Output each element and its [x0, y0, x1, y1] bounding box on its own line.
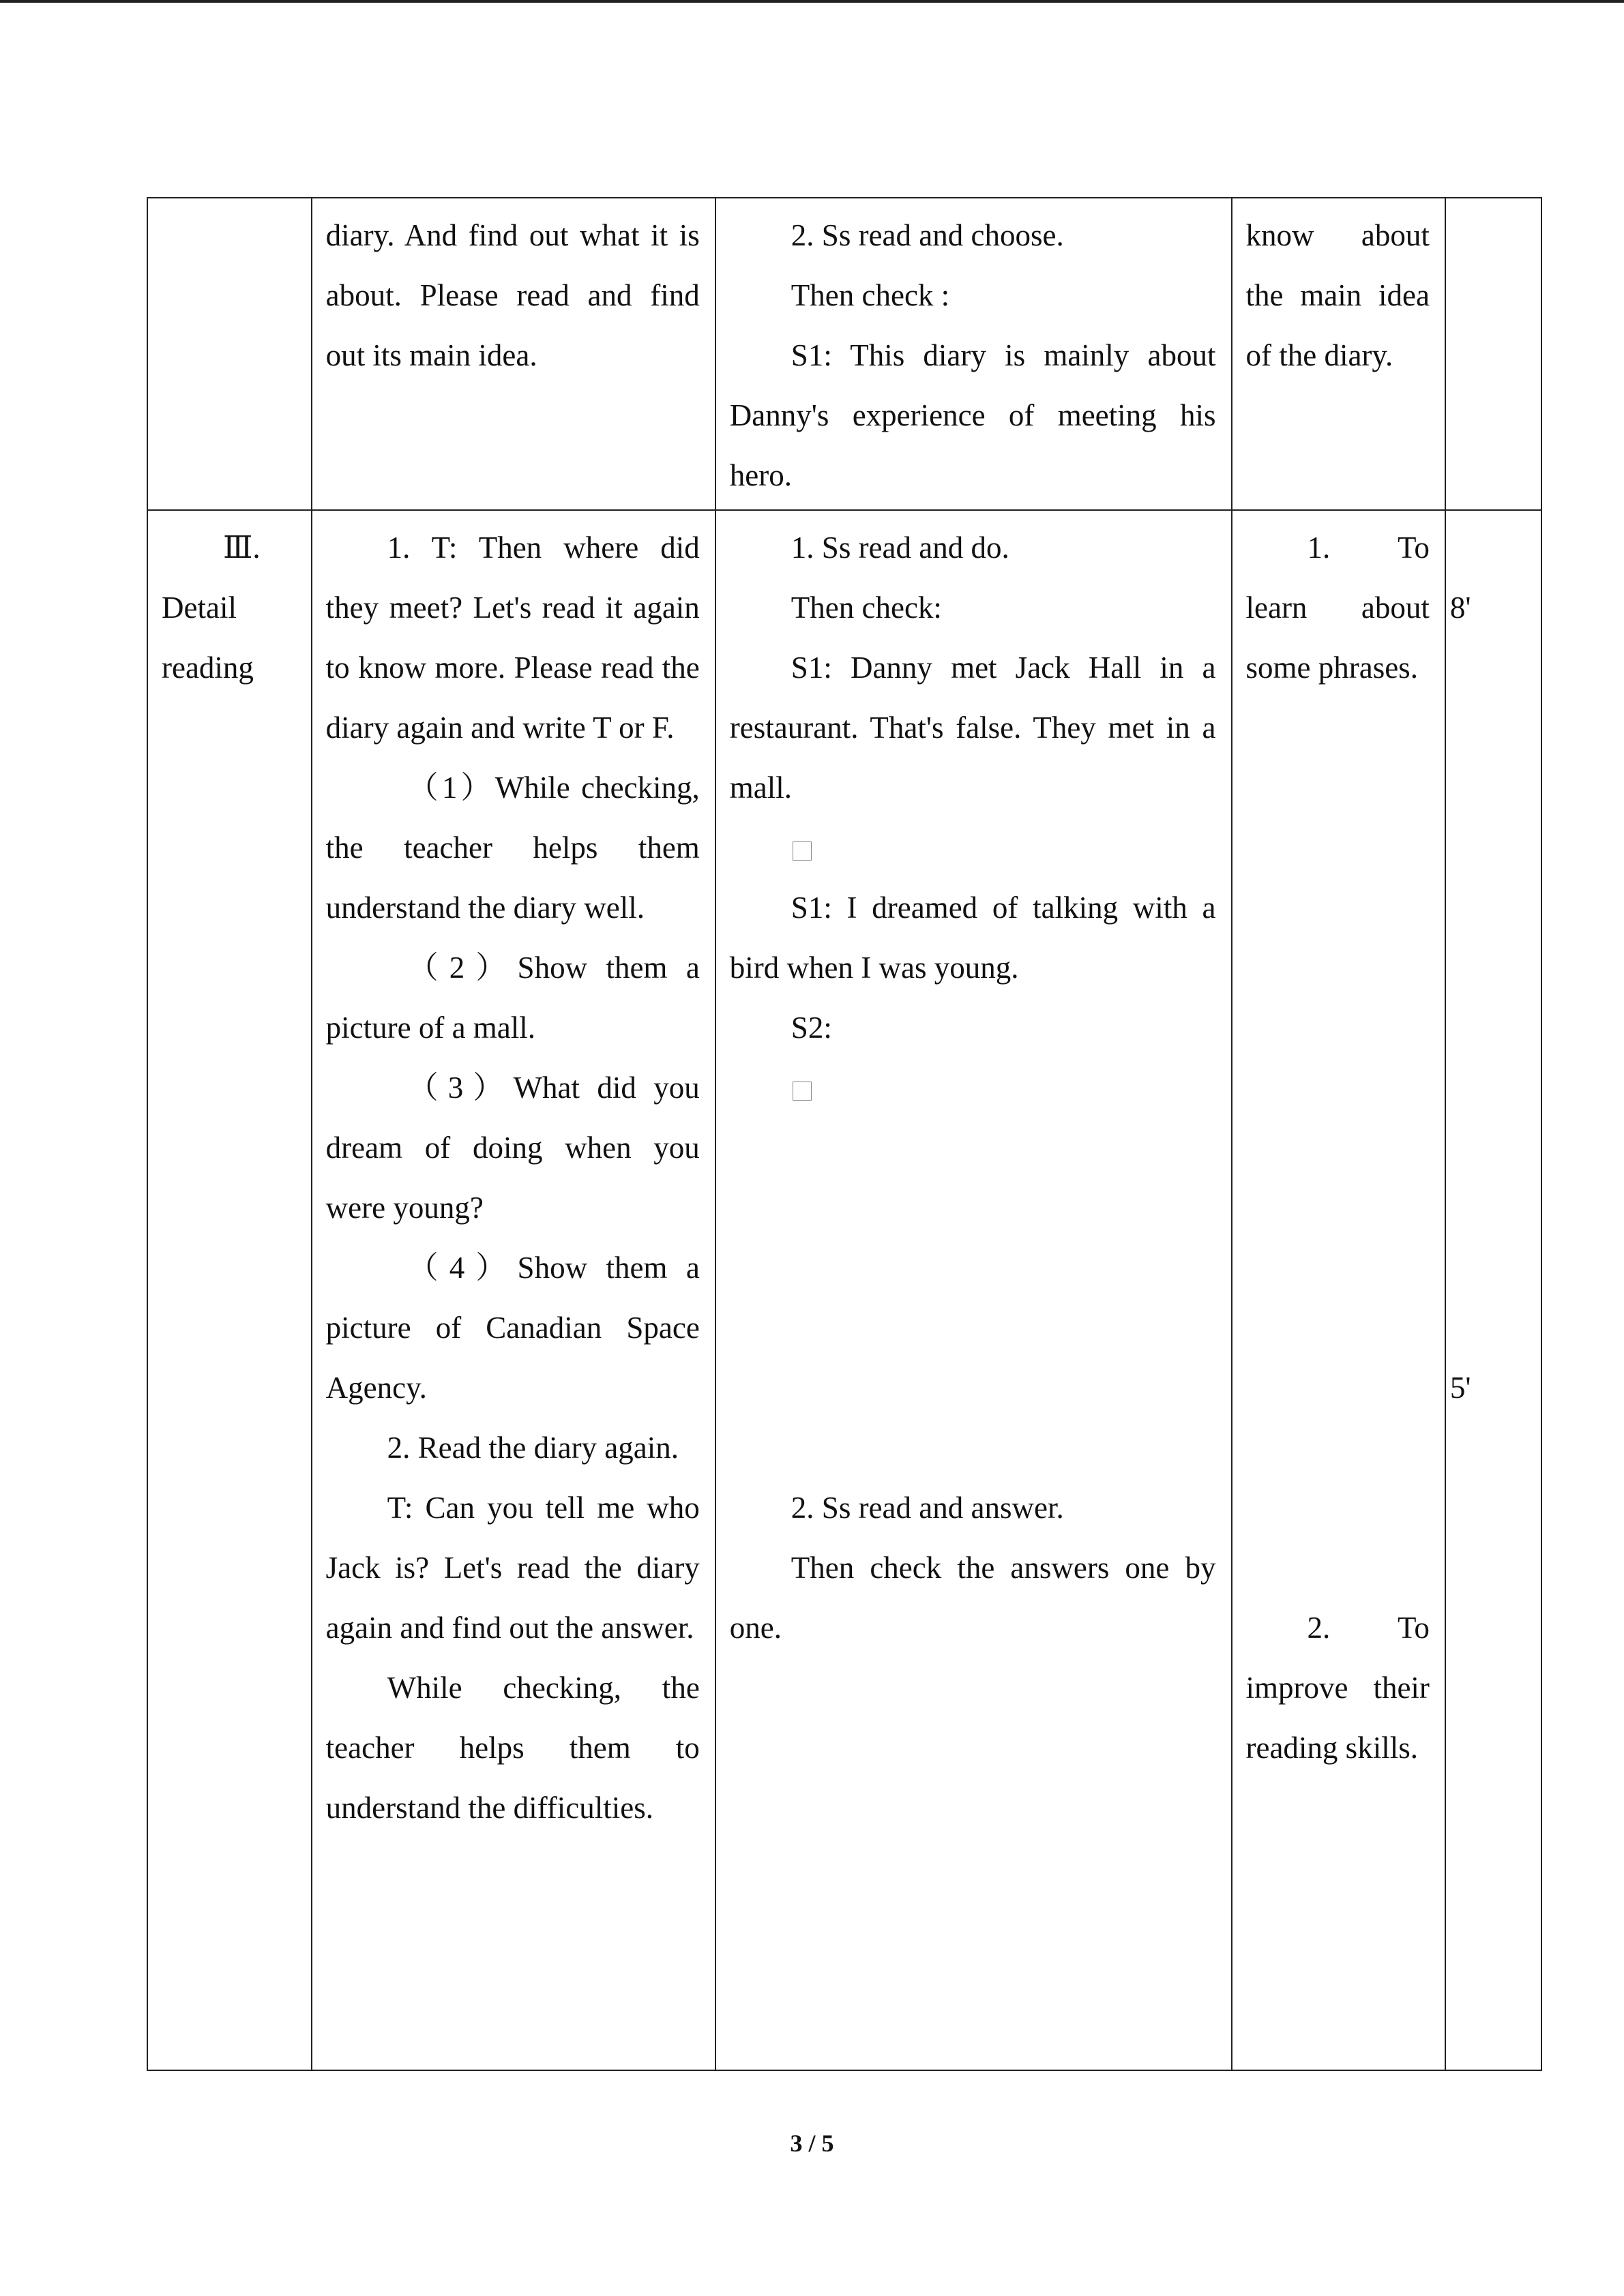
image-placeholder [730, 1058, 1216, 1118]
teacher-text: （2）Show them a picture of a mall. [325, 951, 700, 1045]
teacher-text: （4）Show them a picture of Canadian Space Agency. [325, 1251, 700, 1405]
teacher-text: diary. And find out what it is about. Please read and find out its main idea. [325, 218, 700, 372]
image-placeholder-icon [793, 1082, 812, 1101]
student-text: Then check the answers one by one. [729, 1551, 1216, 1645]
step-cell [147, 198, 312, 510]
teacher-text: T: Can you tell me who Jack is? Let's read the diary again and find out the answer. [325, 1491, 700, 1645]
teacher-activity-cell [312, 510, 715, 2070]
purpose-cell [1232, 510, 1445, 2070]
page-number: 3 / 5 [790, 2130, 834, 2157]
table-row [147, 510, 1541, 2070]
student-text: S2: [791, 1011, 832, 1045]
purpose-cell [1232, 198, 1445, 510]
student-text: S1: I dreamed of talking with a bird when I was young. [729, 891, 1216, 985]
student-text: Then check: [791, 591, 942, 625]
teacher-text: While checking, the teacher helps them to understand the difficulties. [325, 1671, 700, 1825]
student-text: S1: This diary is mainly about Danny's experience of meeting his hero. [729, 338, 1216, 492]
student-text: Then check : [791, 278, 950, 312]
purpose-text: 1. To learn about some phrases. [1245, 531, 1430, 685]
teacher-text: （3）What did you dream of doing when you were young? [325, 1071, 700, 1225]
student-text: 2. Ss read and choose. [791, 218, 1064, 252]
step-name: Detail [162, 591, 237, 625]
time-value: 8' [1449, 591, 1471, 625]
time-cell [1445, 510, 1541, 2070]
step-number: Ⅲ. [223, 531, 261, 565]
student-activity-cell [715, 510, 1232, 2070]
student-text: 2. Ss read and answer. [791, 1491, 1064, 1525]
top-border-line [0, 0, 1624, 3]
purpose-text: know about the main idea of the diary. [1245, 218, 1430, 372]
student-activity-cell [715, 198, 1232, 510]
table-row [147, 198, 1541, 510]
teacher-text: 1. T: Then where did they meet? Let's read it again to know more. Please read the diary again and write T or F. [325, 531, 700, 745]
time-value: 5' [1449, 1371, 1471, 1405]
purpose-text: 2. To improve their reading skills. [1245, 1611, 1430, 1765]
student-text: 1. Ss read and do. [791, 531, 1009, 565]
student-text: S1: Danny met Jack Hall in a restaurant. That's false. They met in a mall. [729, 651, 1216, 805]
step-name: reading [162, 651, 254, 685]
step-cell [147, 510, 312, 2070]
lesson-plan-table [147, 197, 1542, 2071]
teacher-text: 2. Read the diary again. [387, 1431, 679, 1465]
teacher-text: （1）While checking, the teacher helps them understand the diary well. [325, 771, 700, 925]
time-cell [1445, 198, 1541, 510]
image-placeholder-icon [793, 841, 812, 861]
image-placeholder [730, 818, 1216, 878]
teacher-activity-cell [312, 198, 715, 510]
